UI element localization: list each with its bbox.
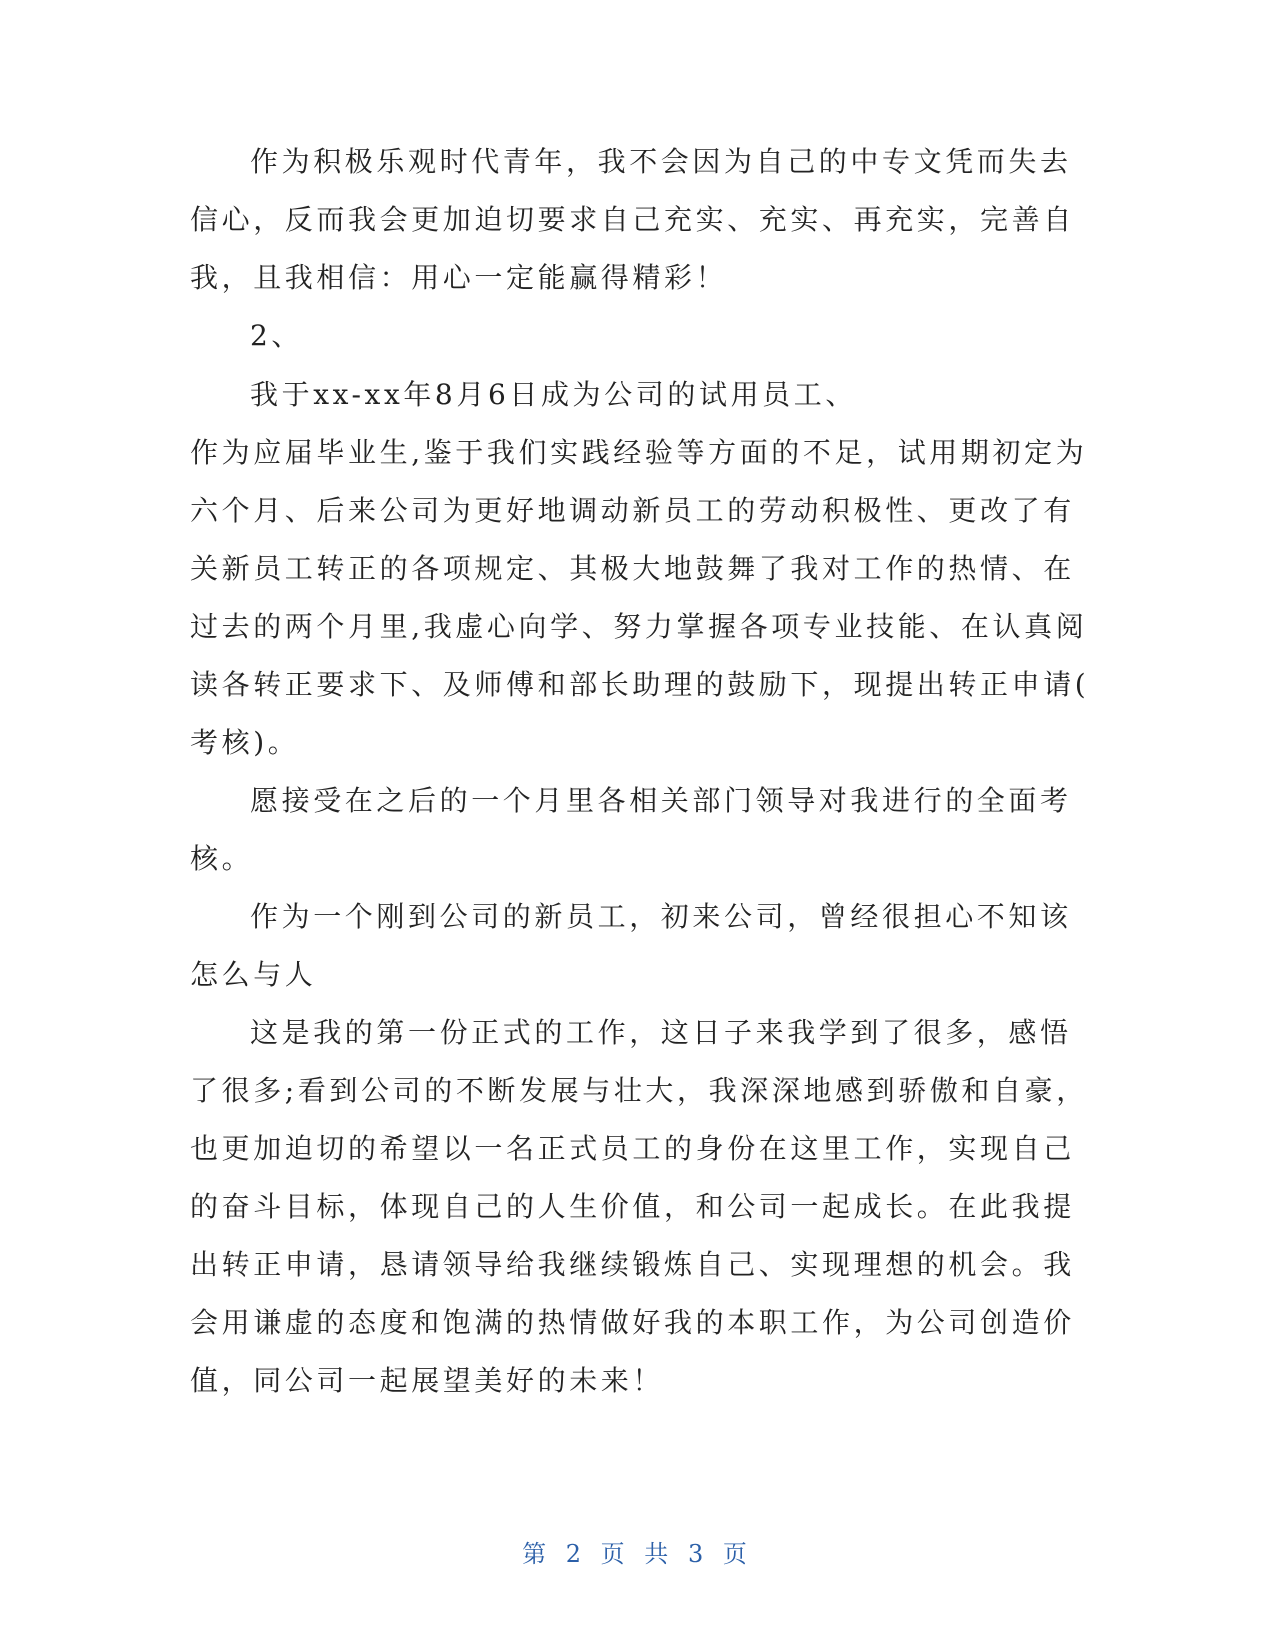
paragraph-3-line-1: 作为应届毕业生,鉴于我们实践经验等方面的不足，试用期初定为 bbox=[190, 436, 1088, 469]
paragraph-6-line-4: 的奋斗目标，体现自己的人生价值，和公司一起成长。在此我提 bbox=[190, 1190, 1075, 1223]
paragraph-1-line-1: 作为积极乐观时代青年，我不会因为自己的中专文凭而失去 bbox=[250, 145, 1072, 178]
paragraph-4-line-1: 愿接受在之后的一个月里各相关部门领导对我进行的全面考 bbox=[250, 784, 1072, 817]
paragraph-2-line-1: 我于xx-xx年8月6日成为公司的试用员工、 bbox=[250, 378, 857, 411]
section-number: 2、 bbox=[250, 319, 304, 352]
paragraph-6-line-6: 会用谦虚的态度和饱满的热情做好我的本职工作，为公司创造价 bbox=[190, 1306, 1075, 1339]
paragraph-3-line-3: 关新员工转正的各项规定、其极大地鼓舞了我对工作的热情、在 bbox=[190, 552, 1075, 585]
paragraph-6-line-2: 了很多;看到公司的不断发展与壮大，我深深地感到骄傲和自豪， bbox=[190, 1074, 1088, 1107]
page-number-footer: 第 2 页 共 3 页 bbox=[522, 1540, 753, 1568]
paragraph-1-line-2: 信心，反而我会更加迫切要求自己充实、充实、再充实，完善自 bbox=[190, 203, 1075, 236]
paragraph-5-line-1: 作为一个刚到公司的新员工，初来公司，曾经很担心不知该 bbox=[250, 900, 1072, 933]
paragraph-6-line-5: 出转正申请，恳请领导给我继续锻炼自己、实现理想的机会。我 bbox=[190, 1248, 1075, 1281]
paragraph-3-line-5: 读各转正要求下、及师傅和部长助理的鼓励下，现提出转正申请( bbox=[190, 668, 1090, 701]
paragraph-4-line-2: 核。 bbox=[190, 842, 254, 875]
paragraph-6-line-3: 也更加迫切的希望以一名正式员工的身份在这里工作，实现自己 bbox=[190, 1132, 1075, 1165]
paragraph-1-line-3: 我，且我相信：用心一定能赢得精彩！ bbox=[190, 261, 728, 294]
paragraph-6-line-7: 值，同公司一起展望美好的未来！ bbox=[190, 1364, 665, 1397]
paragraph-3-line-2: 六个月、后来公司为更好地调动新员工的劳动积极性、更改了有 bbox=[190, 494, 1075, 527]
paragraph-6-line-1: 这是我的第一份正式的工作，这日子来我学到了很多，感悟 bbox=[250, 1016, 1072, 1049]
paragraph-3-line-6: 考核)。 bbox=[190, 726, 300, 759]
paragraph-3-line-4: 过去的两个月里,我虚心向学、努力掌握各项专业技能、在认真阅 bbox=[190, 610, 1088, 643]
paragraph-5-line-2: 怎么与人 bbox=[190, 958, 317, 991]
